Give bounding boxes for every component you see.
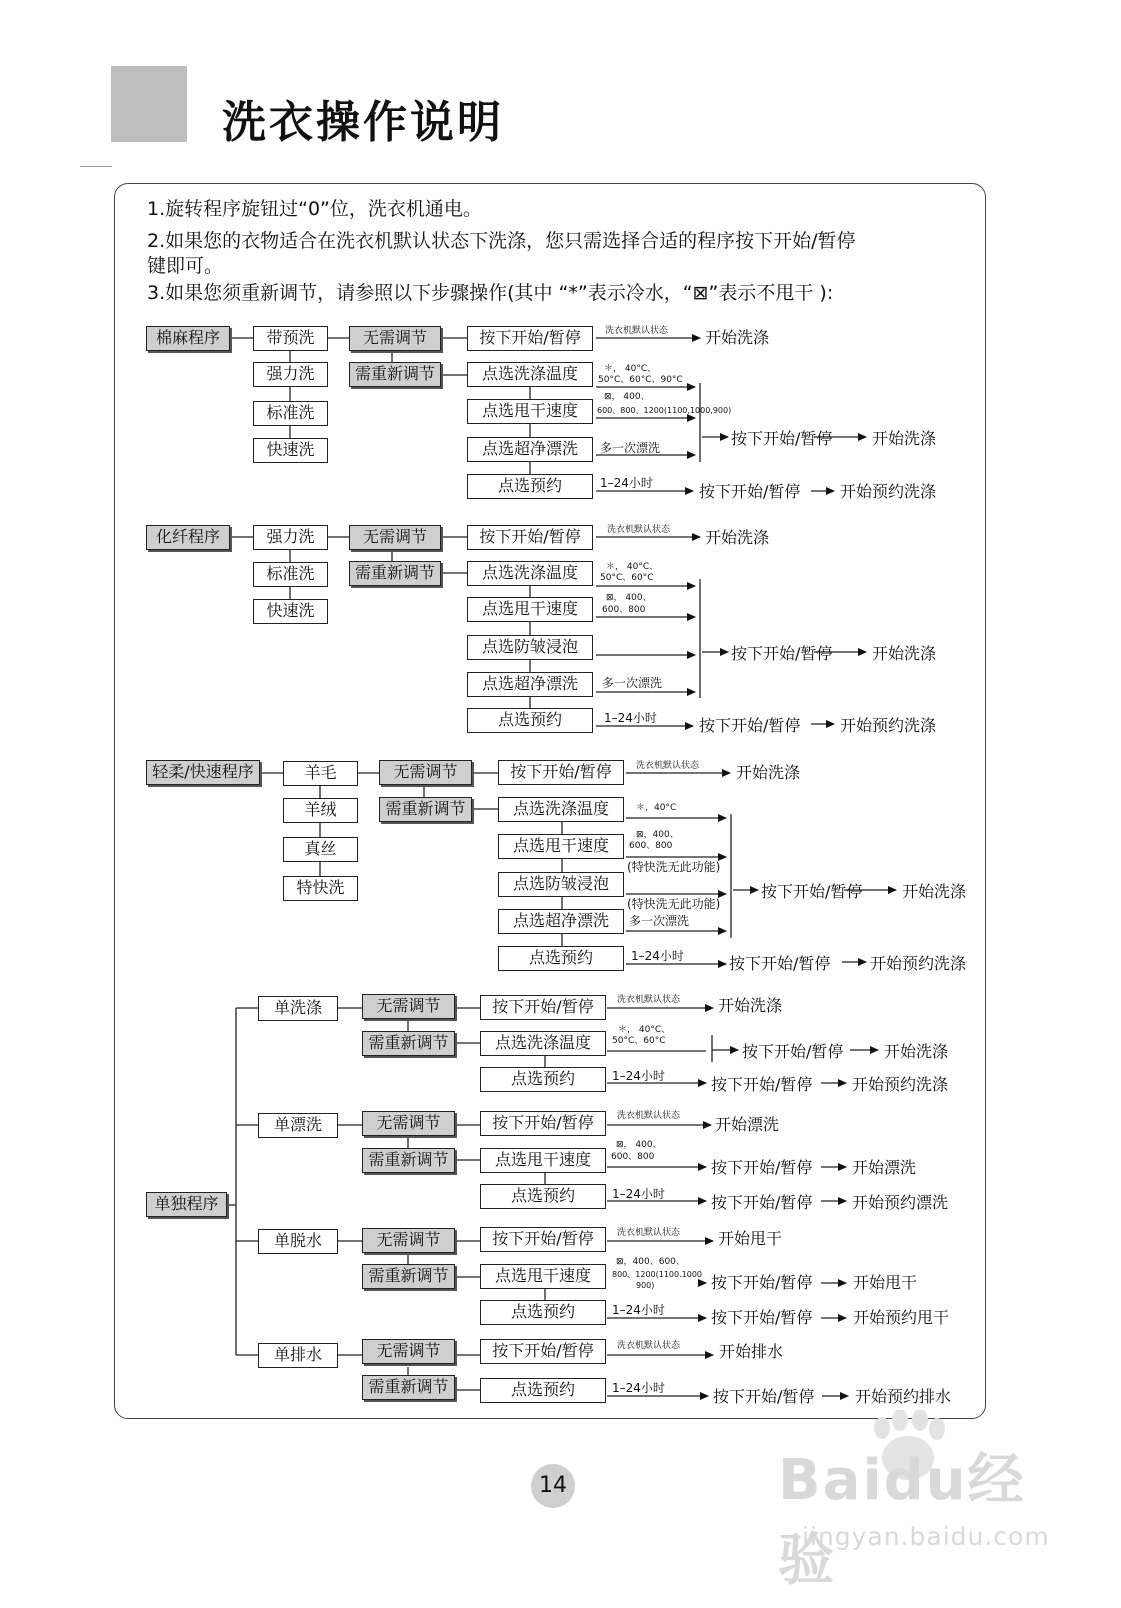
- result-delay: 开始预约洗涤: [852, 1075, 949, 1094]
- spin-note-3: 900): [636, 1281, 655, 1290]
- result-delay-press: 按下开始/暂停: [711, 1075, 813, 1094]
- no-adjust-box: 无需调节: [379, 760, 472, 785]
- temp-note-2: 50°C、60°C: [600, 573, 654, 583]
- result-press: 按下开始/暂停: [711, 1273, 813, 1292]
- delay-button[interactable]: 点选预约: [480, 1300, 606, 1325]
- need-adjust-box: 需重新调节: [379, 797, 472, 822]
- start-pause-button[interactable]: 按下开始/暂停: [480, 1227, 606, 1252]
- spin-note: ⊠，400、600、: [616, 1257, 685, 1267]
- result-rinse-2: 开始漂洗: [852, 1158, 917, 1177]
- default-note: 洗衣机默认状态: [636, 761, 700, 771]
- need-adjust-box: 需重新调节: [362, 1375, 455, 1400]
- default-note: 洗衣机默认状态: [607, 525, 671, 535]
- extra-rinse-button[interactable]: 点选超净漂洗: [498, 909, 624, 934]
- special-note: (特快洗无此功能): [627, 860, 721, 874]
- temp-note-2: 50°C、60°C、90°C: [598, 375, 683, 385]
- delay-note: 1–24小时: [604, 711, 657, 725]
- default-note: 洗衣机默认状态: [617, 1228, 681, 1238]
- result-delay: 开始预约洗涤: [870, 954, 967, 973]
- spin-note-2: 600、800: [602, 605, 646, 615]
- spin-note: ⊠， 400、: [604, 392, 650, 402]
- result-delay-press: 按下开始/暂停: [699, 716, 801, 735]
- special-note-2: (特快洗无此功能): [627, 897, 721, 911]
- delay-button[interactable]: 点选预约: [480, 1184, 606, 1209]
- rinse-note: 多一次漂洗: [600, 441, 661, 455]
- spin-note-2: 600、800: [629, 841, 673, 851]
- mode-wash-only[interactable]: 单洗涤: [258, 996, 338, 1021]
- default-note: 洗衣机默认状态: [617, 1341, 681, 1351]
- program-delicate[interactable]: 轻柔/快速程序: [146, 760, 260, 785]
- need-adjust-box: 需重新调节: [349, 362, 441, 387]
- rinse-note: 多一次漂洗: [629, 914, 690, 928]
- result-delay: 开始预约洗涤: [840, 482, 937, 501]
- default-note: 洗衣机默认状态: [605, 326, 669, 336]
- start-wash-result: 开始洗涤: [705, 528, 770, 547]
- result-delay: 开始预约甩干: [853, 1308, 950, 1327]
- result-delay: 开始预约漂洗: [852, 1193, 949, 1212]
- watermark: [768, 1410, 1050, 1593]
- mode-express[interactable]: 特快洗: [283, 876, 358, 901]
- temp-note: ＊，40°C: [636, 803, 677, 813]
- result-delay-press: 按下开始/暂停: [699, 482, 801, 501]
- result-press: 按下开始/暂停: [731, 429, 833, 448]
- result-wash: 开始洗涤: [718, 996, 783, 1015]
- delay-button[interactable]: 点选预约: [467, 708, 593, 733]
- no-adjust-box: 无需调节: [362, 994, 455, 1019]
- wash-temp-button[interactable]: 点选洗涤温度: [480, 1031, 606, 1056]
- spin-note: ⊠，400、: [636, 830, 679, 840]
- mode-spin-only[interactable]: 单脱水: [258, 1229, 338, 1254]
- spin-note: ⊠， 400、: [606, 593, 652, 603]
- delay-button[interactable]: 点选预约: [498, 946, 624, 971]
- result-drain: 开始排水: [719, 1342, 784, 1361]
- mode-intensive[interactable]: 强力洗: [253, 362, 328, 387]
- delay-note: 1–24小时: [612, 1303, 665, 1317]
- wash-temp-button[interactable]: 点选洗涤温度: [498, 797, 624, 822]
- result-spin-2: 开始甩干: [853, 1273, 918, 1292]
- start-wash-result: 开始洗涤: [705, 328, 770, 347]
- temp-note: ＊， 40°C、: [618, 1025, 671, 1035]
- result-wash: 开始洗涤: [902, 882, 967, 901]
- temp-note: ＊， 40°C、: [604, 364, 657, 374]
- temp-note-2: 50°C、60°C: [612, 1036, 666, 1046]
- need-adjust-box: 需重新调节: [362, 1264, 455, 1289]
- program-single[interactable]: 单独程序: [146, 1192, 227, 1217]
- wash-temp-button[interactable]: 点选洗涤温度: [467, 362, 593, 387]
- start-pause-button[interactable]: 按下开始/暂停: [467, 326, 593, 351]
- spin-speed-button[interactable]: 点选甩干速度: [498, 834, 624, 859]
- start-pause-button[interactable]: 按下开始/暂停: [467, 525, 593, 550]
- no-adjust-box: 无需调节: [362, 1111, 455, 1136]
- intro-line-1: 1.旋转程序旋钮过“0”位，洗衣机通电。: [147, 198, 482, 220]
- result-delay-press: 按下开始/暂停: [713, 1387, 815, 1406]
- intro-line-4: 3.如果您须重新调节，请参照以下步骤操作(其中 “*”表示冷水，“⊠”表示不甩干 ):: [147, 282, 834, 304]
- program-synthetic[interactable]: 化纤程序: [146, 525, 230, 550]
- result-wash: 开始洗涤: [872, 644, 937, 663]
- mode-cashmere[interactable]: 羊绒: [283, 798, 358, 823]
- result-wash-2: 开始洗涤: [884, 1042, 949, 1061]
- need-adjust-box: 需重新调节: [349, 561, 441, 586]
- mode-prewash[interactable]: 带预洗: [253, 326, 328, 351]
- mode-standard[interactable]: 标准洗: [253, 401, 328, 426]
- no-adjust-box: 无需调节: [349, 525, 441, 550]
- intro-line-2: 2.如果您的衣物适合在洗衣机默认状态下洗涤，您只需选择合适的程序按下开始/暂停: [147, 230, 856, 252]
- default-note: 洗衣机默认状态: [617, 995, 681, 1005]
- spin-speed-button[interactable]: 点选甩干速度: [467, 399, 593, 424]
- delay-button[interactable]: 点选预约: [467, 474, 593, 499]
- result-press: 按下开始/暂停: [711, 1158, 813, 1177]
- delay-note: 1–24小时: [612, 1187, 665, 1201]
- mode-rinse-only[interactable]: 单漂洗: [258, 1113, 338, 1138]
- spin-speed-button[interactable]: 点选甩干速度: [480, 1264, 606, 1289]
- start-pause-button[interactable]: 按下开始/暂停: [480, 995, 606, 1020]
- delay-button[interactable]: 点选预约: [480, 1378, 606, 1403]
- result-press: 按下开始/暂停: [761, 882, 863, 901]
- spin-note-2: 600、800、1200(1100,1000,900): [597, 406, 732, 415]
- result-press: 按下开始/暂停: [742, 1042, 844, 1061]
- mode-drain-only[interactable]: 单排水: [258, 1343, 338, 1368]
- intro-line-3: 键即可。: [147, 255, 224, 277]
- anti-crease-button[interactable]: 点选防皱浸泡: [467, 635, 593, 660]
- temp-note: ＊， 40°C、: [606, 562, 659, 572]
- result-delay: 开始预约洗涤: [840, 716, 937, 735]
- spin-speed-button[interactable]: 点选甩干速度: [480, 1148, 606, 1173]
- start-pause-button[interactable]: 按下开始/暂停: [480, 1339, 606, 1364]
- no-adjust-box: 无需调节: [349, 326, 441, 351]
- start-wash-result: 开始洗涤: [736, 763, 801, 782]
- mode-quick[interactable]: 快速洗: [253, 438, 328, 463]
- mode-quick[interactable]: 快速洗: [253, 599, 328, 624]
- mode-wool[interactable]: 羊毛: [283, 761, 358, 786]
- no-adjust-box: 无需调节: [362, 1228, 455, 1253]
- no-adjust-box: 无需调节: [362, 1339, 455, 1364]
- watermark-logo: Baidu经验: [778, 1448, 1026, 1593]
- result-wash: 开始洗涤: [872, 429, 937, 448]
- result-delay-press: 按下开始/暂停: [729, 954, 831, 973]
- need-adjust-box: 需重新调节: [362, 1148, 455, 1173]
- start-pause-button[interactable]: 按下开始/暂停: [498, 760, 624, 785]
- anti-crease-button[interactable]: 点选防皱浸泡: [498, 872, 624, 897]
- mode-standard[interactable]: 标准洗: [253, 562, 328, 587]
- delay-note: 1–24小时: [612, 1381, 665, 1395]
- result-delay: 开始预约排水: [855, 1387, 952, 1406]
- spin-speed-button[interactable]: 点选甩干速度: [467, 597, 593, 622]
- page-title: 洗衣操作说明: [222, 97, 504, 148]
- result-spin: 开始甩干: [718, 1229, 783, 1248]
- default-note: 洗衣机默认状态: [617, 1111, 681, 1121]
- extra-rinse-button[interactable]: 点选超净漂洗: [467, 437, 593, 462]
- result-rinse: 开始漂洗: [715, 1115, 780, 1134]
- result-press: 按下开始/暂停: [731, 644, 833, 663]
- spin-note-2: 600、800: [611, 1152, 655, 1162]
- spin-note: ⊠， 400、: [616, 1140, 662, 1150]
- delay-note: 1–24小时: [631, 949, 684, 963]
- watermark-url: jingyan.baidu.com: [802, 1522, 1050, 1551]
- delay-note: 1–24小时: [612, 1069, 665, 1083]
- wash-temp-button[interactable]: 点选洗涤温度: [467, 561, 593, 586]
- delay-note: 1–24小时: [600, 476, 653, 490]
- result-delay-press: 按下开始/暂停: [711, 1308, 813, 1327]
- page-number: 14: [531, 1464, 575, 1508]
- extra-rinse-button[interactable]: 点选超净漂洗: [467, 672, 593, 697]
- rinse-note: 多一次漂洗: [602, 676, 663, 690]
- mode-intensive[interactable]: 强力洗: [253, 525, 328, 550]
- delay-button[interactable]: 点选预约: [480, 1067, 606, 1092]
- program-cotton[interactable]: 棉麻程序: [146, 326, 230, 351]
- spin-note-2: 800、1200(1100.1000: [612, 1270, 703, 1279]
- need-adjust-box: 需重新调节: [362, 1031, 455, 1056]
- result-delay-press: 按下开始/暂停: [711, 1193, 813, 1212]
- start-pause-button[interactable]: 按下开始/暂停: [480, 1111, 606, 1136]
- mode-silk[interactable]: 真丝: [283, 837, 358, 862]
